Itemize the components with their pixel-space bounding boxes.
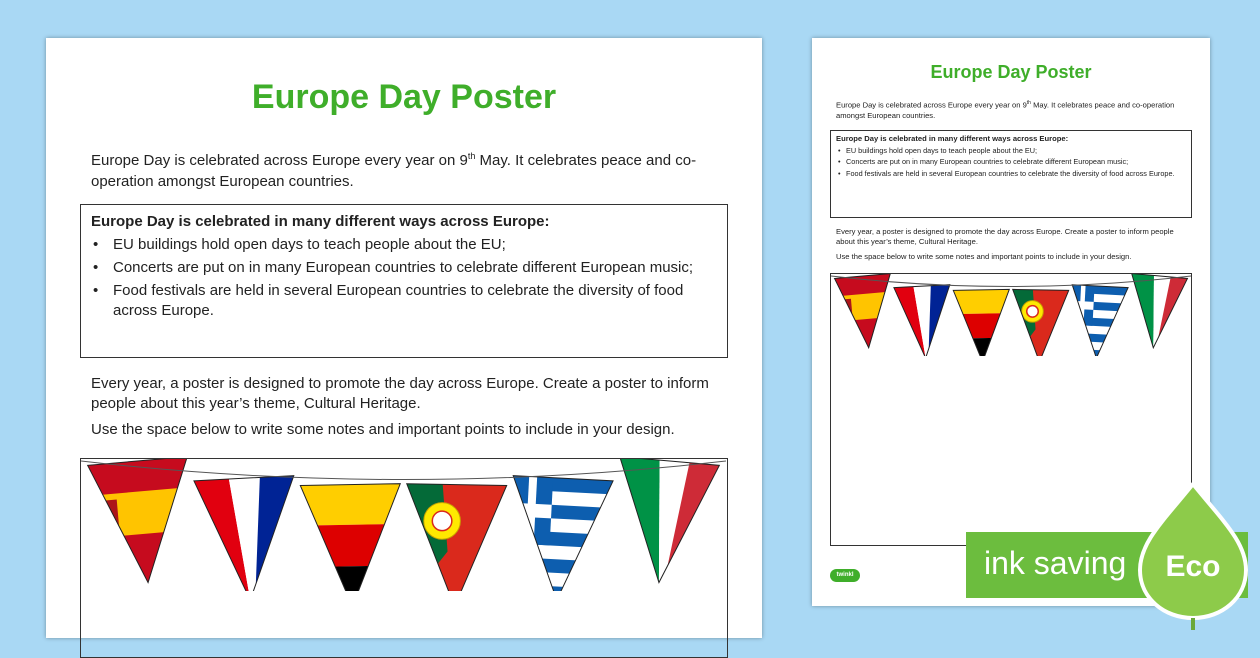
france-flag [194, 476, 300, 591]
list-item: • Concerts are put on in many European countries to celebrate different European music; [836, 157, 1186, 167]
box-heading: Europe Day is celebrated in many different ways across Europe: [91, 213, 550, 230]
germany-flag [300, 484, 402, 591]
ways-box-small [830, 130, 1192, 218]
germany-flag [953, 289, 1010, 356]
eco-leaf-icon [1134, 480, 1252, 630]
list-item: • Concerts are put on in many European countries to celebrate different European music; [91, 258, 717, 278]
greece-flag [1068, 285, 1128, 356]
page-title-small: Europe Day Poster [930, 62, 1092, 82]
italy-flag [1125, 274, 1187, 350]
list-item: • EU buildings hold open days to teach people about the EU; [91, 235, 717, 255]
notes-instructions-small: Use the space below to write some notes and important points to include in your design. [836, 252, 1132, 261]
list-item: • EU buildings hold open days to teach people about the EU; [836, 146, 1186, 156]
list-item: • Food festivals are held in several European countries to celebrate the diversity of food across Europe. [836, 169, 1186, 179]
intro-paragraph-small: Europe Day is celebrated across Europe every year on 9th May. It celebrates peace and co-operation amongst European countries. [836, 100, 1175, 120]
ways-list-small [836, 146, 1186, 179]
ink-saving-label: ink saving [984, 545, 1127, 581]
notes-area[interactable] [80, 458, 728, 658]
page-title: Europe Day Poster [251, 78, 557, 116]
eco-leaf-label: Eco [1165, 550, 1221, 583]
flag-bunting-small [831, 274, 1191, 356]
list-item: • Food festivals are held in several European countries to celebrate the diversity of food across Europe. [91, 281, 717, 321]
worksheet-large [46, 38, 762, 638]
greece-flag [507, 476, 613, 591]
portugal-flag [405, 484, 507, 591]
poster-instructions-small: Every year, a poster is designed to promote the day across Europe. Create a poster to inform people about this year’s theme, Cultural Heritage. [836, 227, 1174, 246]
ways-list [91, 235, 717, 321]
spain-flag [88, 459, 198, 587]
spain-flag [835, 274, 897, 350]
box-heading-small: Europe Day is celebrated in many different ways across Europe: [836, 134, 1069, 143]
poster-instructions: Every year, a poster is designed to promote the day across Europe. Create a poster to inform people about this year’s theme, Cultural Heritage. [91, 375, 709, 412]
ways-box [80, 204, 728, 358]
notes-instructions: Use the space below to write some notes and important points to include in your design. [91, 421, 675, 438]
france-flag [894, 285, 954, 356]
italy-flag [609, 459, 719, 587]
flag-bunting [81, 459, 726, 591]
portugal-flag [1011, 289, 1068, 356]
twinkl-logo: twinkl [830, 569, 860, 582]
intro-paragraph: Europe Day is celebrated across Europe every year on 9th May. It celebrates peace and co-operation amongst European countries. [91, 151, 697, 190]
